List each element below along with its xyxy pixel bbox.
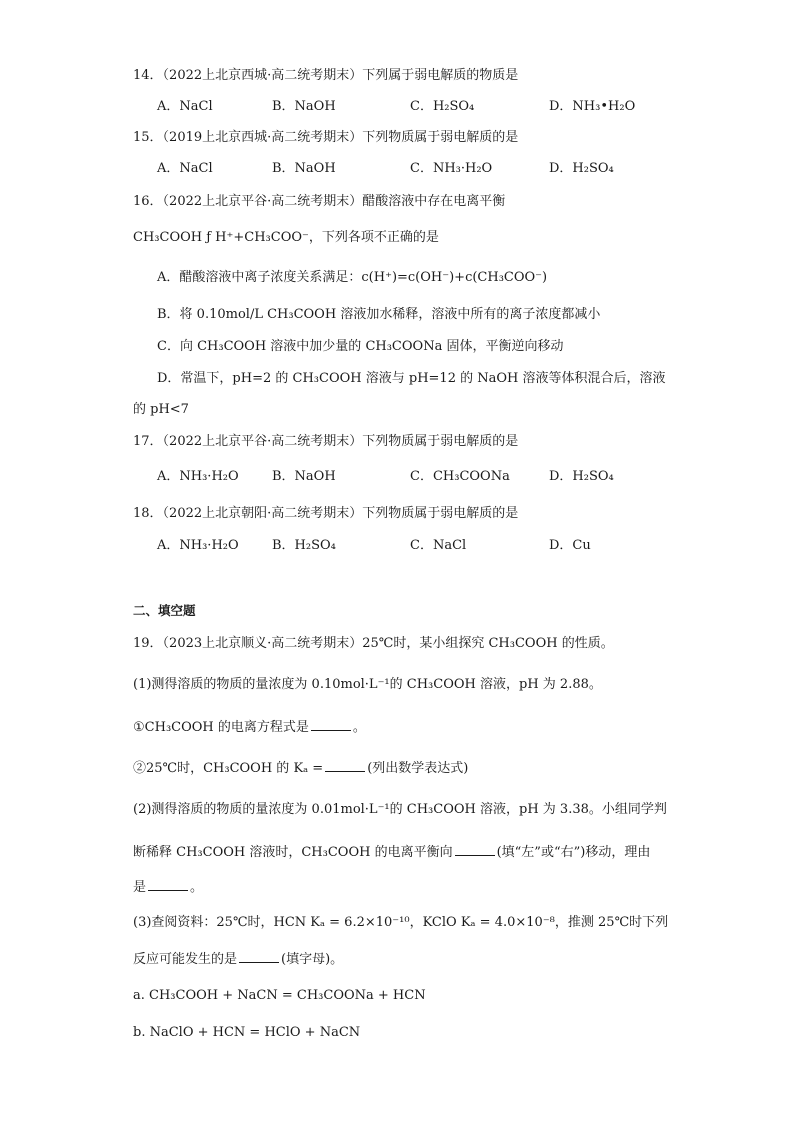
question-15-option-c: C．NH₃·H₂O xyxy=(410,161,493,176)
question-19-part1a xyxy=(133,718,366,737)
answer-blank[interactable] xyxy=(325,759,365,772)
question-14-option-a: A．NaCl xyxy=(157,99,213,114)
question-16-option-a: A．醋酸溶液中离子浓度关系满足：c(H⁺)=c(OH⁻)+c(CH₃COO⁻) xyxy=(157,270,548,285)
question-16-option-b: B．将 0.10mol/L CH₃COOH 溶液加水稀释，溶液中所有的离子浓度都减小 xyxy=(157,307,601,322)
question-15-option-d: D．H₂SO₄ xyxy=(549,161,614,176)
question-16-stem: 16．（2022上北京平谷·高二统考期末）醋酸溶液中存在电离平衡 xyxy=(133,194,506,209)
part1b-text: ②25℃时，CH₃COOH 的 Kₐ = xyxy=(133,761,324,776)
question-19-stem: 19．（2023上北京顺义·高二统考期末）25℃时，某小组探究 CH₃COOH 的性质。 xyxy=(133,636,614,651)
question-18-option-d: D．Cu xyxy=(549,538,591,553)
part1b-end: (列出数学表达式) xyxy=(367,761,469,776)
question-16-equilibrium: CH₃COOH ƒ H⁺+CH₃COO⁻，下列各项不正确的是 xyxy=(133,230,439,245)
question-14-option-c: C．H₂SO₄ xyxy=(410,99,475,114)
question-18-stem: 18．（2022上北京朝阳·高二统考期末）下列物质属于弱电解质的是 xyxy=(133,506,519,521)
question-19-part3-line1: (3)查阅资料：25℃时，HCN Kₐ = 6.2×10⁻¹⁰，KClO Kₐ = 4.0×10⁻⁸，推测 25℃时下列 xyxy=(133,915,669,930)
question-19-part2-line1: (2)测得溶质的物质的量浓度为 0.01mol·L⁻¹的 CH₃COOH 溶液，pH 为 3.38。小组同学判 xyxy=(133,802,667,817)
question-17-option-b: B．NaOH xyxy=(272,469,336,484)
part2-reason-end: 。 xyxy=(190,880,204,895)
question-16-option-d-line1: D．常温下，pH=2 的 CH₃COOH 溶液与 pH=12 的 NaOH 溶液等体积混合后，溶液 xyxy=(157,371,666,386)
answer-blank[interactable] xyxy=(148,878,188,891)
question-17-option-d: D．H₂SO₄ xyxy=(549,469,614,484)
answer-blank[interactable] xyxy=(239,950,279,963)
question-18-option-b: B．H₂SO₄ xyxy=(272,538,336,553)
part2-text: 断稀释 CH₃COOH 溶液时，CH₃COOH 的电离平衡向 xyxy=(133,845,453,860)
question-14-option-d: D．NH₃•H₂O xyxy=(549,99,636,114)
question-19-option-b: b. NaClO + HCN = HClO + NaCN xyxy=(133,1025,361,1040)
section-title: 二、填空题 xyxy=(133,603,196,618)
question-14-option-b: B．NaOH xyxy=(272,99,336,114)
answer-blank[interactable] xyxy=(455,843,495,856)
question-15-option-a: A．NaCl xyxy=(157,161,213,176)
question-18-option-a: A．NH₃·H₂O xyxy=(157,538,239,553)
question-18-option-c: C．NaCl xyxy=(410,538,467,553)
question-17-option-c: C．CH₃COONa xyxy=(410,469,510,484)
question-19-part2-line3 xyxy=(133,878,203,897)
question-17-option-a: A．NH₃·H₂O xyxy=(157,469,239,484)
part2-end: (填“左”或“右”)移动，理由 xyxy=(496,845,651,860)
question-16-option-d-line2: 的 pH<7 xyxy=(133,402,189,417)
question-15-option-b: B．NaOH xyxy=(272,161,336,176)
question-14-stem: 14．（2022上北京西城·高二统考期末）下列属于弱电解质的物质是 xyxy=(133,68,519,83)
question-17-stem: 17．（2022上北京平谷·高二统考期末）下列物质属于弱电解质的是 xyxy=(133,434,519,449)
part2-reason-text: 是 xyxy=(133,880,147,895)
question-19-part1: (1)测得溶质的物质的量浓度为 0.10mol·L⁻¹的 CH₃COOH 溶液，pH 为 2.88。 xyxy=(133,677,602,692)
question-16-option-c: C．向 CH₃COOH 溶液中加少量的 CH₃COONa 固体，平衡逆向移动 xyxy=(157,339,564,354)
question-19-part3-line2 xyxy=(133,950,343,969)
part1a-end: 。 xyxy=(352,720,366,735)
answer-blank[interactable] xyxy=(311,718,351,731)
question-15-stem: 15．（2019上北京西城·高二统考期末）下列物质属于弱电解质的是 xyxy=(133,130,519,145)
part3-text: 反应可能发生的是 xyxy=(133,952,238,967)
part1a-text: ①CH₃COOH 的电离方程式是 xyxy=(133,720,309,735)
part3-end: (填字母)。 xyxy=(281,952,344,967)
question-19-part2-line2 xyxy=(133,843,650,862)
question-19-part1b xyxy=(133,759,468,778)
question-19-option-a: a. CH₃COOH + NaCN = CH₃COONa + HCN xyxy=(133,988,426,1003)
